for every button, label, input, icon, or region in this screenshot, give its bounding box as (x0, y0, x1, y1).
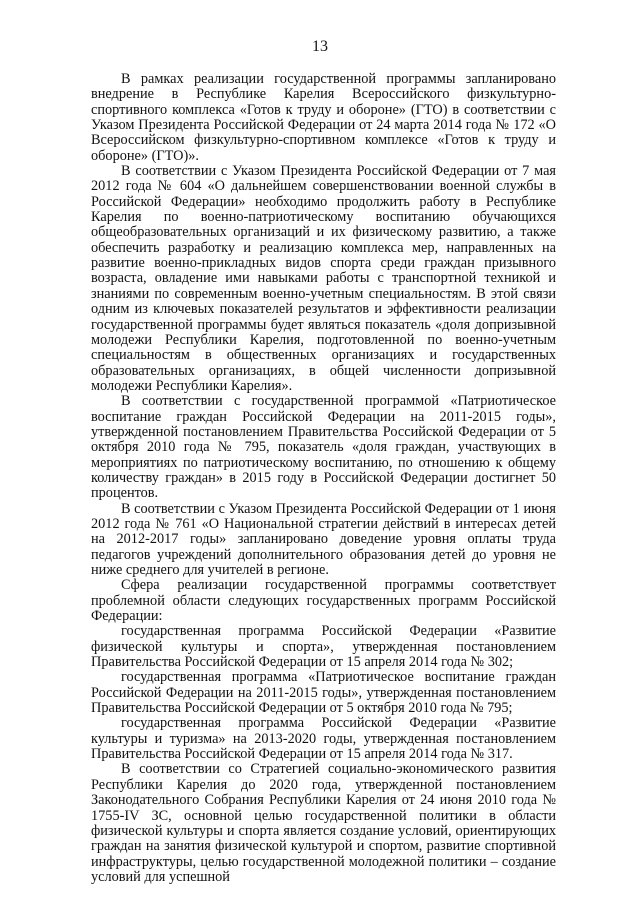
paragraph-patriotic-program-indicator: В соответствии с государственной программой «Патриотическое воспитание граждан Российской Федерации на 2011-2015 годы», утвержденной постановлением Правительства Российской Федерации от 5 октября 2010 года № 795, показатель «доля граждан, участвующих в мероприятиях по патриотическому воспитанию, по отношению к общему количеству граждан» в 2015 году в Российской Федерации достигнет 50 процентов. (91, 393, 556, 502)
list-item-culture-tourism-program: государственная программа Российской Федерации «Развитие культуры и туризма» на 2013-2020 годы, утвержденная постановлением Правительства Российской Федерации от 15 апреля 2014 года № 317. (91, 715, 556, 763)
paragraph-gto-introduction: В рамках реализации государственной программы запланировано внедрение в Республике Карелия Всероссийского физкультурно-спортивного комплекса «Готов к труду и обороне» (ГТО) в соответствии с Указом Президента Российской Федерации от 24 марта 2014 года № 172 «О Всероссийском физкультурно-спортивном комплексе «Готов к труду и обороне» (ГТО)». (91, 71, 556, 164)
paragraph-program-scope: Сфера реализации государственной программы соответствует проблемной области следующих государственных программ Российской Федерации: (91, 577, 556, 625)
document-body (91, 72, 556, 885)
page-number: 13 (312, 38, 328, 55)
paragraph-children-strategy: В соответствии с Указом Президента Российской Федерации от 1 июня 2012 года № 761 «О Национальной стратегии действий в интересах детей на 2012-2017 годы» запланировано доведение уровня оплаты труда педагогов учреждений дополнительного образования детей до уровня не ниже среднего для учителей в регионе. (91, 500, 556, 578)
list-item-sport-program: государственная программа Российской Федерации «Развитие физической культуры и спорта», утвержденная постановлением Правительства Российской Федерации от 15 апреля 2014 года № 302; (91, 623, 556, 671)
list-item-patriotic-program: государственная программа «Патриотическое воспитание граждан Российской Федерации на 2011-2015 годы», утвержденная постановлением Правительства Российской Федерации от 5 октября 2010 года № 795; (91, 669, 556, 717)
paragraph-development-strategy: В соответствии со Стратегией социально-экономического развития Республики Карелия до 2020 года, утвержденной постановлением Законодательного Собрания Республики Карелия от 24 июня 2010 года № 1755-IV ЗС, основной целью государственной политики в области физической культуры и спорта является создание условий, ориентирующих граждан на занятия физической культурой и спортом, развитие спортивной инфраструктуры, целью государственной молодежной политики – создание условий для успешной (91, 761, 556, 885)
paragraph-military-patriotic-education: В соответствии с Указом Президента Российской Федерации от 7 мая 2012 года № 604 «О дальнейшем совершенствовании военной службы в Российской Федерации» необходимо продолжить работу в Республике Карелия по военно-патриотическому воспитанию обучающихся общеобразовательных организаций и их физическому развитию, а также обеспечить разработку и реализацию комплекса мер, направленных на развитие военно-прикладных видов спорта среди граждан призывного возраста, овладение ими навыками работы с транспортной техникой и знаниями по современным военно-учетным специальностям. В этой связи одним из ключевых показателей результатов и эффективности реализации государственной программы будет являться показатель «доля допризывной молодежи Республики Карелия, подготовленной по военно-учетным специальностям в общественных организациях и государственных образовательных организациях, в общей численности допризывной молодежи Республики Карелия». (91, 163, 556, 394)
